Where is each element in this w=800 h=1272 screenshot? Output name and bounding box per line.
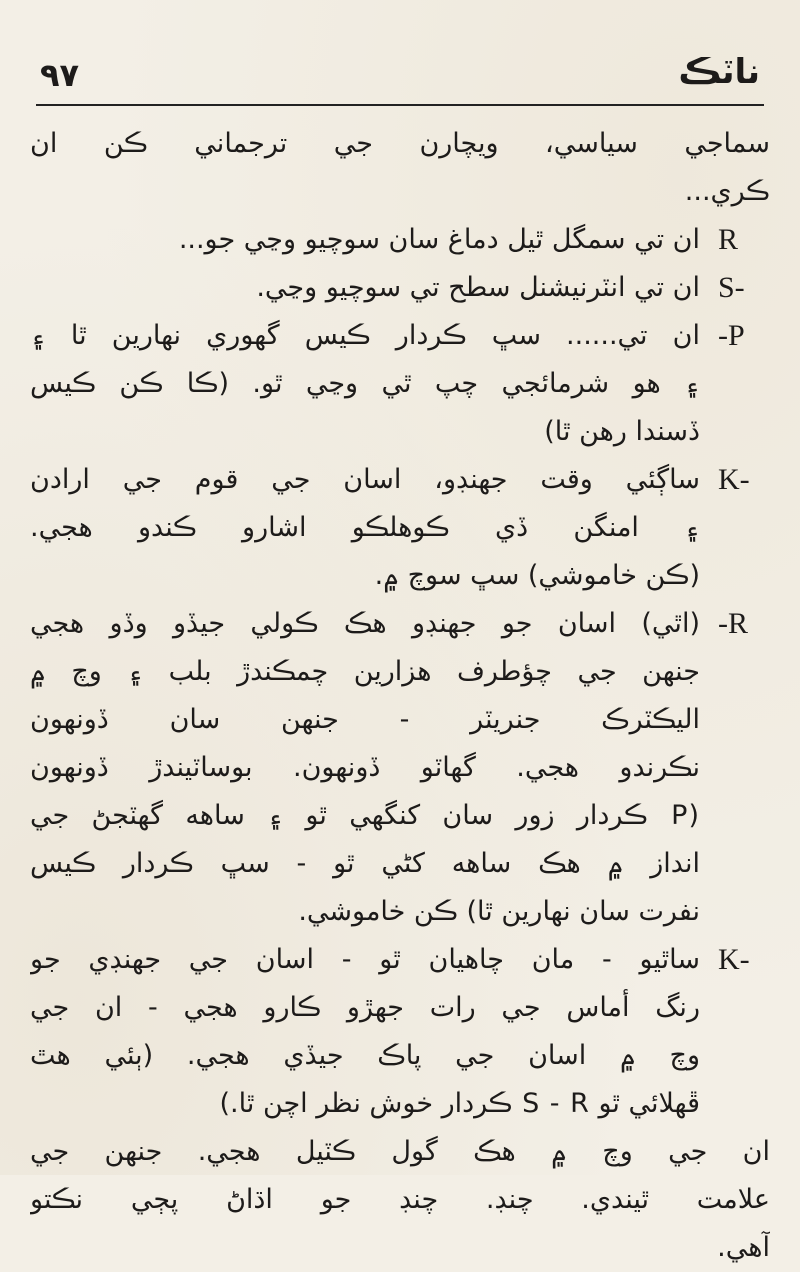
speaker-label: -P [718,319,745,352]
text-line: ۽ امنگن ڏي ڪوهلڪو اشارو ڪندو هجي. [30,512,700,543]
page-body [30,120,770,1272]
text-line: نڪرندو هجي. گهاٽو ڏونهون. بوساٽيندڙ ڏونهون [30,752,700,783]
text-line: ان تي...... سڀ ڪردار ڪيس گهوري نهارين ٿا ۽ [30,320,700,351]
text-line: (P ڪردار زور سان کنگهي ٿو ۽ ساهه گهٽجڻ جي [30,800,700,831]
page-number: ٩٧ [40,56,80,94]
text-line: آهي. [717,1232,770,1263]
text-line: اليڪٽرڪ جنريٽر - جنهن سان ڏونهون [30,704,700,735]
speaker-label: K- [718,943,750,976]
speaker-label: R [718,223,739,256]
dialogue-entry [30,216,770,264]
dialogue-entry [30,456,770,600]
dialogue-entry [30,936,770,1128]
text-line: (ڪن خاموشي) سڀ سوچ ۾. [374,560,700,591]
dialogue-entry [30,312,770,456]
speaker-label: K- [718,463,750,496]
text-line: جنهن جي چؤطرف هزارين چمڪندڙ بلب ۽ وچ ۾ [30,656,700,687]
dialogue-entry [30,600,770,936]
text-line: (اٿي) اسان جو جهنڊو هڪ ڪولي جيڏو وڏو هجي [30,608,700,639]
dialogue-entry [30,120,770,216]
text-line: ساٿيو - مان چاهيان ٿو - اسان جي جهنڊي جو [30,944,700,975]
text-line: ساڳئي وقت جهنڊو، اسان جي قوم جي ارادن [30,464,700,495]
text-line: ڦهلائي ٿو S - R ڪردار خوش نظر اچن ٿا.) [219,1088,700,1119]
text-line: ان تي سمگل ٿيل دماغ سان سوچيو وڃي جو... [178,224,700,255]
text-line: علامت ٿيندي. چنڊ. چنڊ جو اڌاڻ پڄي نڪتو [30,1184,770,1215]
text-line: ڪري... [684,176,770,207]
text-line: رنگ أماس جي رات جهڙو ڪارو هجي - ان جي [30,992,700,1023]
text-line: ان تي انٽرنيشنل سطح تي سوچيو وڃي. [256,272,700,303]
running-title: ناٽڪ [678,52,760,92]
dialogue-entry [30,264,770,312]
speaker-label: S- [718,271,745,304]
page-header [36,52,764,102]
header-rule [36,104,764,106]
text-line: نفرت سان نهارين ٿا) ڪن خاموشي. [298,896,700,927]
text-line: وچ ۾ اسان جي پاڪ جيڏي هجي. (ٻئي هٿ [30,1040,700,1071]
speaker-label: -R [718,607,748,640]
text-line: ڏسندا رهن ٿا) [544,416,700,447]
text-line: سماجي سياسي، ويچارن جي ترجماني ڪن ان [30,128,770,159]
text-line: ۽ هو شرمائجي چپ ٿي وڃي ٿو. (ڪا ڪن ڪيس [30,368,700,399]
dialogue-entry [30,1128,770,1272]
text-line: ان جي وچ ۾ هڪ گول ڪٽيل هجي. جنهن جي [30,1136,770,1167]
text-line: انداز ۾ هڪ ساهه کڻي ٿو - سڀ ڪردار ڪيس [30,848,700,879]
